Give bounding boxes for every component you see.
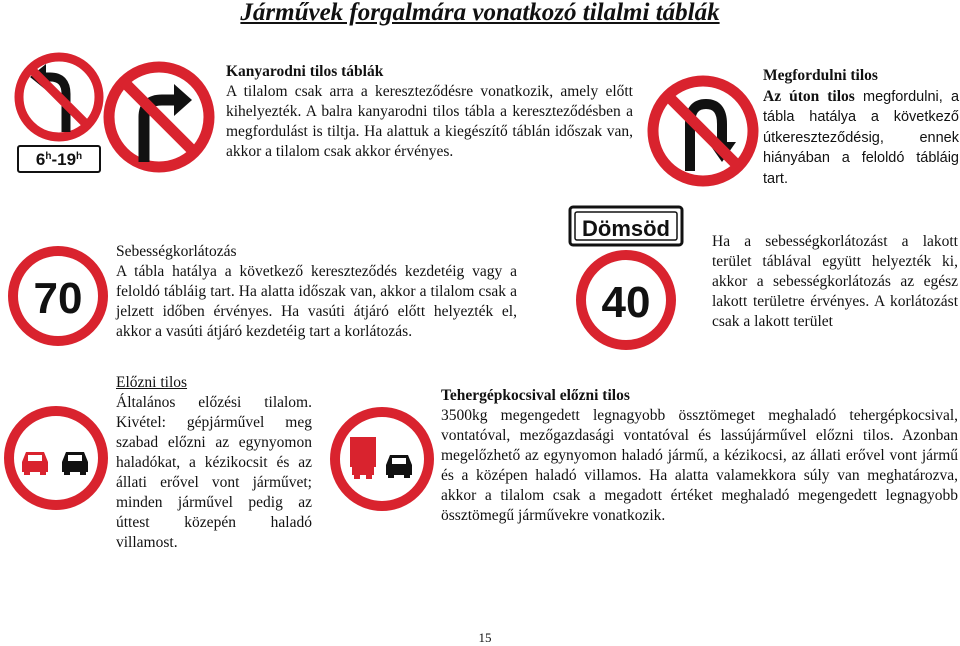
red-truck-icon (350, 437, 376, 479)
no-right-turn-sign (104, 62, 214, 172)
no-left-turn-sign (14, 52, 104, 172)
uturn-body: megfordulni, a tábla hatálya a következő útkereszteződésig, ennek hiányában a feloldó tábláig tart. (763, 88, 960, 187)
truck-no-overtaking-sign (330, 407, 434, 511)
uturn-heading: Megfordulni tilos (763, 67, 878, 84)
turn-section (226, 62, 633, 162)
truck-overtake-section (441, 386, 958, 526)
town-speed-body: Ha a sebességkorlátozást a lakott terület táblával együtt helyezték ki, akkor a sebességkorlátozás az egész lakott területre érvényes. A korlátozást csak a lakott terület (712, 233, 958, 330)
page-number: 15 (478, 630, 492, 645)
truck-overtake-heading: Tehergépkocsival előzni tilos (441, 387, 630, 404)
speed-limit-40-value: 40 (601, 278, 651, 327)
no-overtaking-sign (4, 406, 108, 510)
black-car-icon (62, 452, 88, 475)
red-car-icon (22, 452, 48, 475)
turn-heading: Kanyarodni tilos táblák (226, 63, 384, 80)
speed-heading: Sebességkorlátozás (116, 243, 237, 260)
no-u-turn-sign (648, 76, 758, 186)
truck-overtake-body: 3500kg megengedett legnagyobb össztömeget meghaladó tehergépkocsival, vontatóval, mezőgazdasági vontatóval és lassújárművel előzni tilos. Azonban megelőzhető az egynyomon haladó jármű, a kézikocsi, az állati erővel vont jármű és a középen haladó villamos. Ha alatta valamekkora súly van meghatározva, akkor a tilalom csak a megadott értéket meghaladó megengedett legnagyobb össztömegű járművekre vonatkozik. (441, 407, 958, 524)
page-title: Járművek forgalmára vonatkozó tilalmi táblák (240, 0, 720, 26)
town-speed-section (712, 232, 958, 332)
speed-section (116, 242, 517, 342)
turn-body: A tilalom csak arra a kereszteződésre vonatkozik, amely előtt kihelyezték. A balra kanyarodni tilos tábla a kereszteződésben a megfordulást is tiltja. Ha alattuk a kiegészítő táblán időszak van, akkor a tilalom csak akkor érvényes. (226, 83, 633, 160)
town-name-plate (568, 205, 684, 247)
uturn-section (763, 66, 959, 189)
overtake-heading: Előzni tilos (116, 374, 188, 391)
speed-body: A tábla hatálya a következő kereszteződés kezdetéig vagy a feloldó tábláig tart. Ha alatta időszak van, akkor a tilalom csak a jelzett időben érvényes. Ha vasúti átjáró előtt helyezték el, akkor a vasúti átjáró kezdetéig tart a korlátozás. (116, 263, 517, 340)
speed-limit-70-value: 70 (33, 274, 83, 323)
overtake-section (116, 373, 312, 551)
black-car-icon (386, 455, 412, 478)
time-plate-text: 6$^h$-19$^h$ (35, 150, 83, 169)
speed-limit-40-sign (576, 250, 676, 350)
uturn-lead: Az úton tilos (763, 87, 855, 105)
town-name-text: Dömsöd (582, 216, 670, 241)
speed-limit-70-sign (8, 246, 108, 346)
overtake-body: Általános előzési tilalom. Kivétel: gépjárművel meg szabad előzni az egynyomon haladókat, a kézikocsit és az állati erővel vont járművet; minden járművel pedig az úttest közepén haladó villamost. (116, 394, 312, 551)
